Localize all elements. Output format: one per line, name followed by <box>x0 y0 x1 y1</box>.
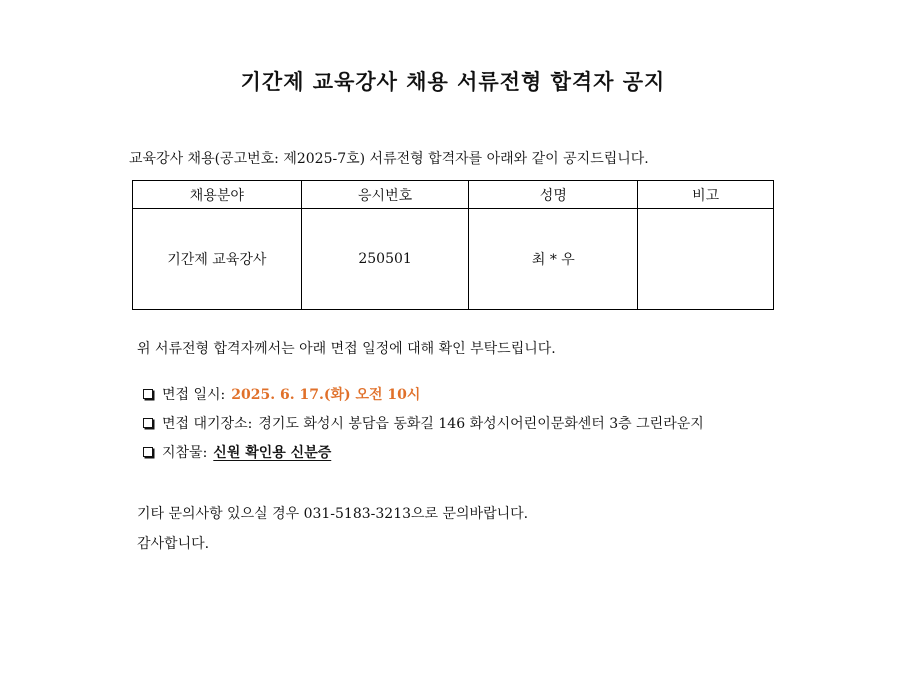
cell-note <box>638 209 774 310</box>
contact-text: 기타 문의사항 있으실 경우 031-5183-3213으로 문의바랍니다. <box>137 506 529 522</box>
list-item-items <box>143 442 704 471</box>
cell-name: 최 * 우 <box>469 209 638 310</box>
datetime-label: 면접 일시: <box>162 387 226 403</box>
result-table <box>132 180 774 310</box>
checkbox-bullet-icon <box>143 418 153 428</box>
items-label: 지참물: <box>162 445 208 461</box>
location-value: 경기도 화성시 봉담읍 동화길 146 화성시어린이문화센터 3층 그린라운지 <box>258 416 704 432</box>
datetime-value: 2025. 6. 17.(화) 오전 10시 <box>231 387 421 403</box>
document-title: 기간제 교육강사 채용 서류전형 합격자 공지 <box>240 69 666 94</box>
items-value: 신원 확인용 신분증 <box>213 445 332 461</box>
list-item-datetime <box>143 384 704 413</box>
checkbox-bullet-icon <box>143 389 153 399</box>
interview-details-list <box>143 384 704 471</box>
intro-text: 교육강사 채용(공고번호: 제2025-7호) 서류전형 합격자를 아래와 같이 공지드립니다. <box>129 151 649 167</box>
table-header-row <box>133 181 774 209</box>
header-name: 성명 <box>469 181 638 209</box>
cell-number: 250501 <box>301 209 469 310</box>
table-row <box>133 209 774 310</box>
notice-text: 위 서류전형 합격자께서는 아래 면접 일정에 대해 확인 부탁드립니다. <box>137 341 556 357</box>
header-field: 채용분야 <box>133 181 302 209</box>
list-item-location <box>143 413 704 442</box>
header-number: 응시번호 <box>301 181 469 209</box>
closing-text: 감사합니다. <box>137 536 210 552</box>
checkbox-bullet-icon <box>143 447 153 457</box>
cell-field: 기간제 교육강사 <box>133 209 302 310</box>
header-note: 비고 <box>638 181 774 209</box>
location-label: 면접 대기장소: <box>162 416 253 432</box>
